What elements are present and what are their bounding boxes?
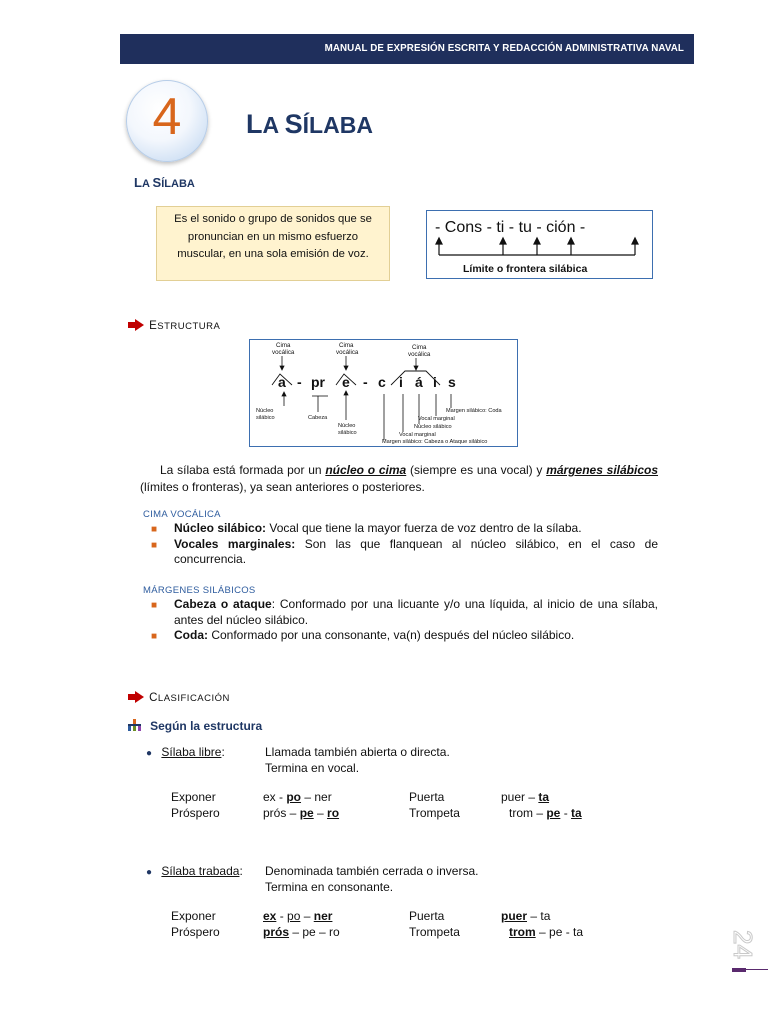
- syllable-part: – ta: [527, 909, 551, 923]
- section-subtitle: LA SÍLABA: [134, 175, 195, 190]
- svg-text:Cabeza: Cabeza: [308, 415, 328, 421]
- square-bullet-icon: ■: [151, 524, 158, 535]
- syllable-part: -: [560, 805, 572, 820]
- example-syllables: [501, 909, 550, 925]
- silaba-trabada-block: ● Sílaba trabada:: [146, 864, 243, 878]
- svg-text:24: 24: [728, 930, 758, 959]
- chapter-number: 4: [152, 88, 182, 146]
- definition-box: Es el sonido o grupo de sonidos que se pronuncian en un mismo esfuerzo muscular, en una sola emisión de voz.: [156, 206, 390, 281]
- example-word: Trompeta: [409, 805, 460, 820]
- list-item: ■ Coda: Conformado por una consonante, va(n) después del núcleo silábico.: [140, 628, 658, 644]
- svg-text:Núcleo: Núcleo: [338, 423, 356, 429]
- silaba-trabada-examples: [171, 909, 591, 940]
- svg-text:Margen silábico: Cabeza o Ataq: Margen silábico: Cabeza o Ataque silábico: [382, 439, 488, 445]
- svg-text:Margen silábico: Coda: Margen silábico: Coda: [446, 408, 502, 414]
- syllable-part: -: [276, 909, 288, 923]
- svg-text:c: c: [378, 374, 386, 390]
- example-word: Próspero: [171, 805, 220, 820]
- limit-caption: Límite o frontera silábica: [463, 263, 588, 275]
- page-marker: [732, 968, 746, 972]
- square-bullet-icon: ■: [151, 631, 158, 642]
- example-word: Exponer: [171, 790, 216, 804]
- syllable-part: pe: [546, 805, 561, 820]
- red-arrow-icon: [128, 319, 144, 331]
- svg-text:Núcleo silábico: Núcleo silábico: [414, 424, 452, 430]
- svg-text:e: e: [342, 374, 350, 390]
- header-title: MANUAL DE EXPRESIÓN ESCRITA Y REDACCIÓN ADMINISTRATIVA NAVAL: [324, 43, 684, 54]
- svg-text:Vocal marginal: Vocal marginal: [418, 416, 455, 422]
- svg-text:Cima: Cima: [276, 342, 291, 349]
- syllable-part: ex -: [263, 790, 287, 804]
- svg-text:silábico: silábico: [338, 430, 357, 436]
- syllable-part: puer –: [501, 790, 539, 804]
- estructura-heading: ESTRUCTURA: [128, 314, 220, 333]
- cima-vocalica-list: [140, 521, 658, 568]
- syllable-part: trom: [509, 924, 536, 939]
- svg-text:Núcleo: Núcleo: [256, 408, 274, 414]
- example-syllables: [509, 806, 582, 822]
- svg-text:Cima: Cima: [412, 344, 427, 351]
- syllable-part: prós –: [263, 805, 300, 820]
- svg-text:Vocal marginal: Vocal marginal: [399, 432, 436, 438]
- limit-syllables: - Cons - ti - tu - ción -: [435, 219, 586, 236]
- margenes-heading: MÁRGENES SILÁBICOS: [143, 585, 256, 596]
- syllable-part: –: [313, 805, 328, 820]
- syllable-structure-diagram: [249, 339, 518, 447]
- svg-text:s: s: [448, 374, 456, 390]
- page-number-drawing: [726, 924, 760, 968]
- page-marker-line: [746, 969, 768, 970]
- structure-paragraph: La sílaba está formada por un núcleo o cima (siempre es una vocal) y márgenes silábicos (límites o fronteras), ya sean anteriores o posteriores.: [140, 463, 659, 494]
- example-word: Exponer: [171, 909, 216, 923]
- syllable-part: ta: [538, 790, 550, 804]
- segun-heading: Según la estructura: [128, 715, 262, 734]
- silaba-libre-desc: Llamada también abierta o directa. Termina en vocal.: [265, 745, 450, 775]
- syllable-part: ex: [263, 909, 277, 923]
- syllable-part: – pe – ro: [289, 924, 340, 939]
- svg-text:-: -: [297, 374, 302, 390]
- bullet-dot-icon: ●: [146, 748, 153, 759]
- syllable-part: po: [286, 790, 302, 804]
- silaba-libre-block: ● Sílaba libre:: [146, 745, 225, 759]
- svg-text:vocálica: vocálica: [272, 349, 295, 356]
- clasificacion-heading: CLASIFICACIÓN: [128, 686, 230, 705]
- chapter-title: LA SÍLABA: [246, 109, 373, 139]
- svg-text:á: á: [415, 374, 423, 390]
- svg-text:silábico: silábico: [256, 415, 275, 421]
- examples-table: [171, 790, 591, 821]
- example-row: [171, 925, 591, 941]
- example-row: [171, 806, 591, 822]
- page-number: [726, 924, 760, 974]
- svg-text:vocálica: vocálica: [408, 351, 431, 358]
- list-item: ■ Cabeza o ataque: Conformado por una licuante y/o una líquida, al inicio de una sílaba, antes del núcleo silábico.: [151, 597, 658, 627]
- square-bullet-icon: ■: [151, 539, 158, 551]
- svg-text:Cima: Cima: [339, 342, 354, 349]
- example-syllables: [509, 925, 583, 941]
- svg-text:-: -: [363, 374, 368, 390]
- margenes-list: [140, 597, 658, 644]
- svg-text:pr: pr: [311, 374, 325, 390]
- svg-text:vocálica: vocálica: [336, 349, 359, 356]
- red-arrow-icon: [128, 691, 144, 703]
- example-syllables: [263, 925, 340, 941]
- bullet-dot-icon: ●: [146, 867, 153, 878]
- chapter-number-badge: [126, 80, 208, 162]
- example-word: Próspero: [171, 924, 220, 939]
- syllable-part: ro: [327, 805, 340, 820]
- svg-text:i: i: [399, 374, 403, 390]
- header-bar: [120, 34, 694, 64]
- example-word: Puerta: [409, 909, 445, 923]
- tree-bullet-icon: [128, 719, 141, 732]
- example-word: Trompeta: [409, 924, 460, 939]
- syllable-limit-drawing: [427, 211, 651, 277]
- svg-text:a: a: [278, 374, 286, 390]
- example-syllables: [263, 806, 339, 822]
- silaba-trabada-desc: Denominada también cerrada o inversa. Termina en consonante.: [265, 864, 479, 894]
- examples-table: [171, 909, 591, 940]
- syllable-part: po: [287, 909, 301, 923]
- syllable-part: –: [300, 909, 314, 923]
- structure-drawing: [250, 340, 516, 445]
- silaba-libre-examples: [171, 790, 591, 821]
- syllable-part: ner: [313, 909, 333, 923]
- example-syllables: [263, 909, 332, 925]
- cima-vocalica-heading: CIMA VOCÁLICA: [143, 509, 221, 520]
- svg-text:i: i: [433, 374, 437, 390]
- example-syllables: [501, 790, 549, 806]
- example-word: Puerta: [409, 790, 445, 804]
- syllable-part: prós: [263, 924, 290, 939]
- syllable-part: – ner: [301, 790, 332, 804]
- list-item: ■ Vocales marginales: Son las que flanquean al núcleo silábico, en el caso de concurrencia.: [151, 536, 658, 566]
- example-syllables: [263, 790, 332, 806]
- syllable-limit-figure: [426, 210, 653, 279]
- example-row: [171, 909, 591, 925]
- example-row: [171, 790, 591, 806]
- syllable-part: puer: [501, 909, 528, 923]
- syllable-part: ta: [571, 805, 582, 820]
- syllable-part: – pe - ta: [535, 924, 584, 939]
- list-item: ■ Núcleo silábico: Vocal que tiene la mayor fuerza de voz dentro de la sílaba.: [140, 521, 658, 537]
- square-bullet-icon: ■: [151, 600, 158, 611]
- syllable-part: trom –: [509, 805, 547, 820]
- syllable-part: pe: [299, 805, 314, 820]
